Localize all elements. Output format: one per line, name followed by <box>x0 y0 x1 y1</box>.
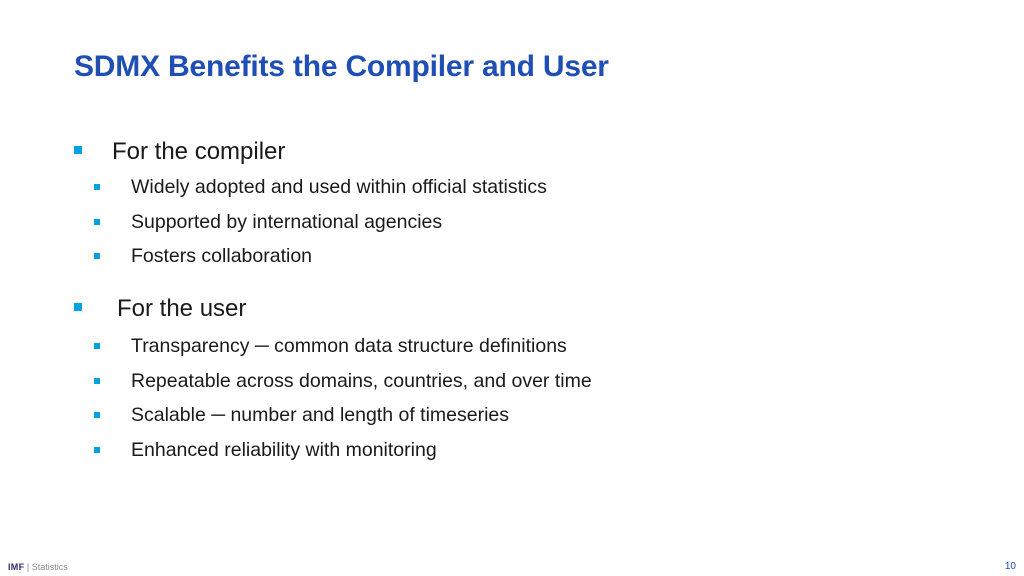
list-item <box>0 329 900 364</box>
square-bullet-icon <box>94 253 100 259</box>
footer-section-label: Statistics <box>31 562 68 572</box>
list-item-text: Widely adopted and used within official statistics <box>131 176 547 198</box>
square-bullet-icon <box>94 184 100 190</box>
list-item <box>0 398 900 433</box>
list-item <box>0 433 900 468</box>
page-number: 10 <box>1004 561 1016 572</box>
footer-branding <box>8 562 68 572</box>
list-item <box>0 170 900 205</box>
square-bullet-icon <box>94 343 100 349</box>
slide-title: SDMX Benefits the Compiler and User <box>74 50 609 83</box>
list-item <box>0 239 900 274</box>
list-item-text: Scalable ─ number and length of timeseries <box>131 404 510 426</box>
list-item-text: Transparency ─ common data structure definitions <box>131 335 567 357</box>
square-bullet-icon <box>94 412 100 418</box>
list-item <box>0 364 900 399</box>
section-compiler <box>0 136 900 274</box>
square-bullet-icon <box>94 219 100 225</box>
list-item-text: Fosters collaboration <box>131 245 313 267</box>
list-item-text: Enhanced reliability with monitoring <box>131 438 437 461</box>
bullet-heading-text: For the user <box>117 295 247 322</box>
bullet-list <box>0 329 900 467</box>
bullet-heading <box>0 136 900 168</box>
square-bullet-icon <box>94 447 100 453</box>
list-item <box>0 205 900 240</box>
bullet-heading-text: For the compiler <box>112 138 286 165</box>
square-bullet-icon <box>74 146 82 154</box>
imf-logo: IMF <box>8 562 25 572</box>
section-user <box>0 293 900 467</box>
bullet-list <box>0 170 900 274</box>
bullet-heading <box>0 293 900 325</box>
footer-separator: | <box>24 562 32 572</box>
list-item-text: Repeatable across domains, countries, and over time <box>131 369 592 392</box>
square-bullet-icon <box>74 303 82 311</box>
list-item-text: Supported by international agencies <box>131 210 443 233</box>
square-bullet-icon <box>94 378 100 384</box>
